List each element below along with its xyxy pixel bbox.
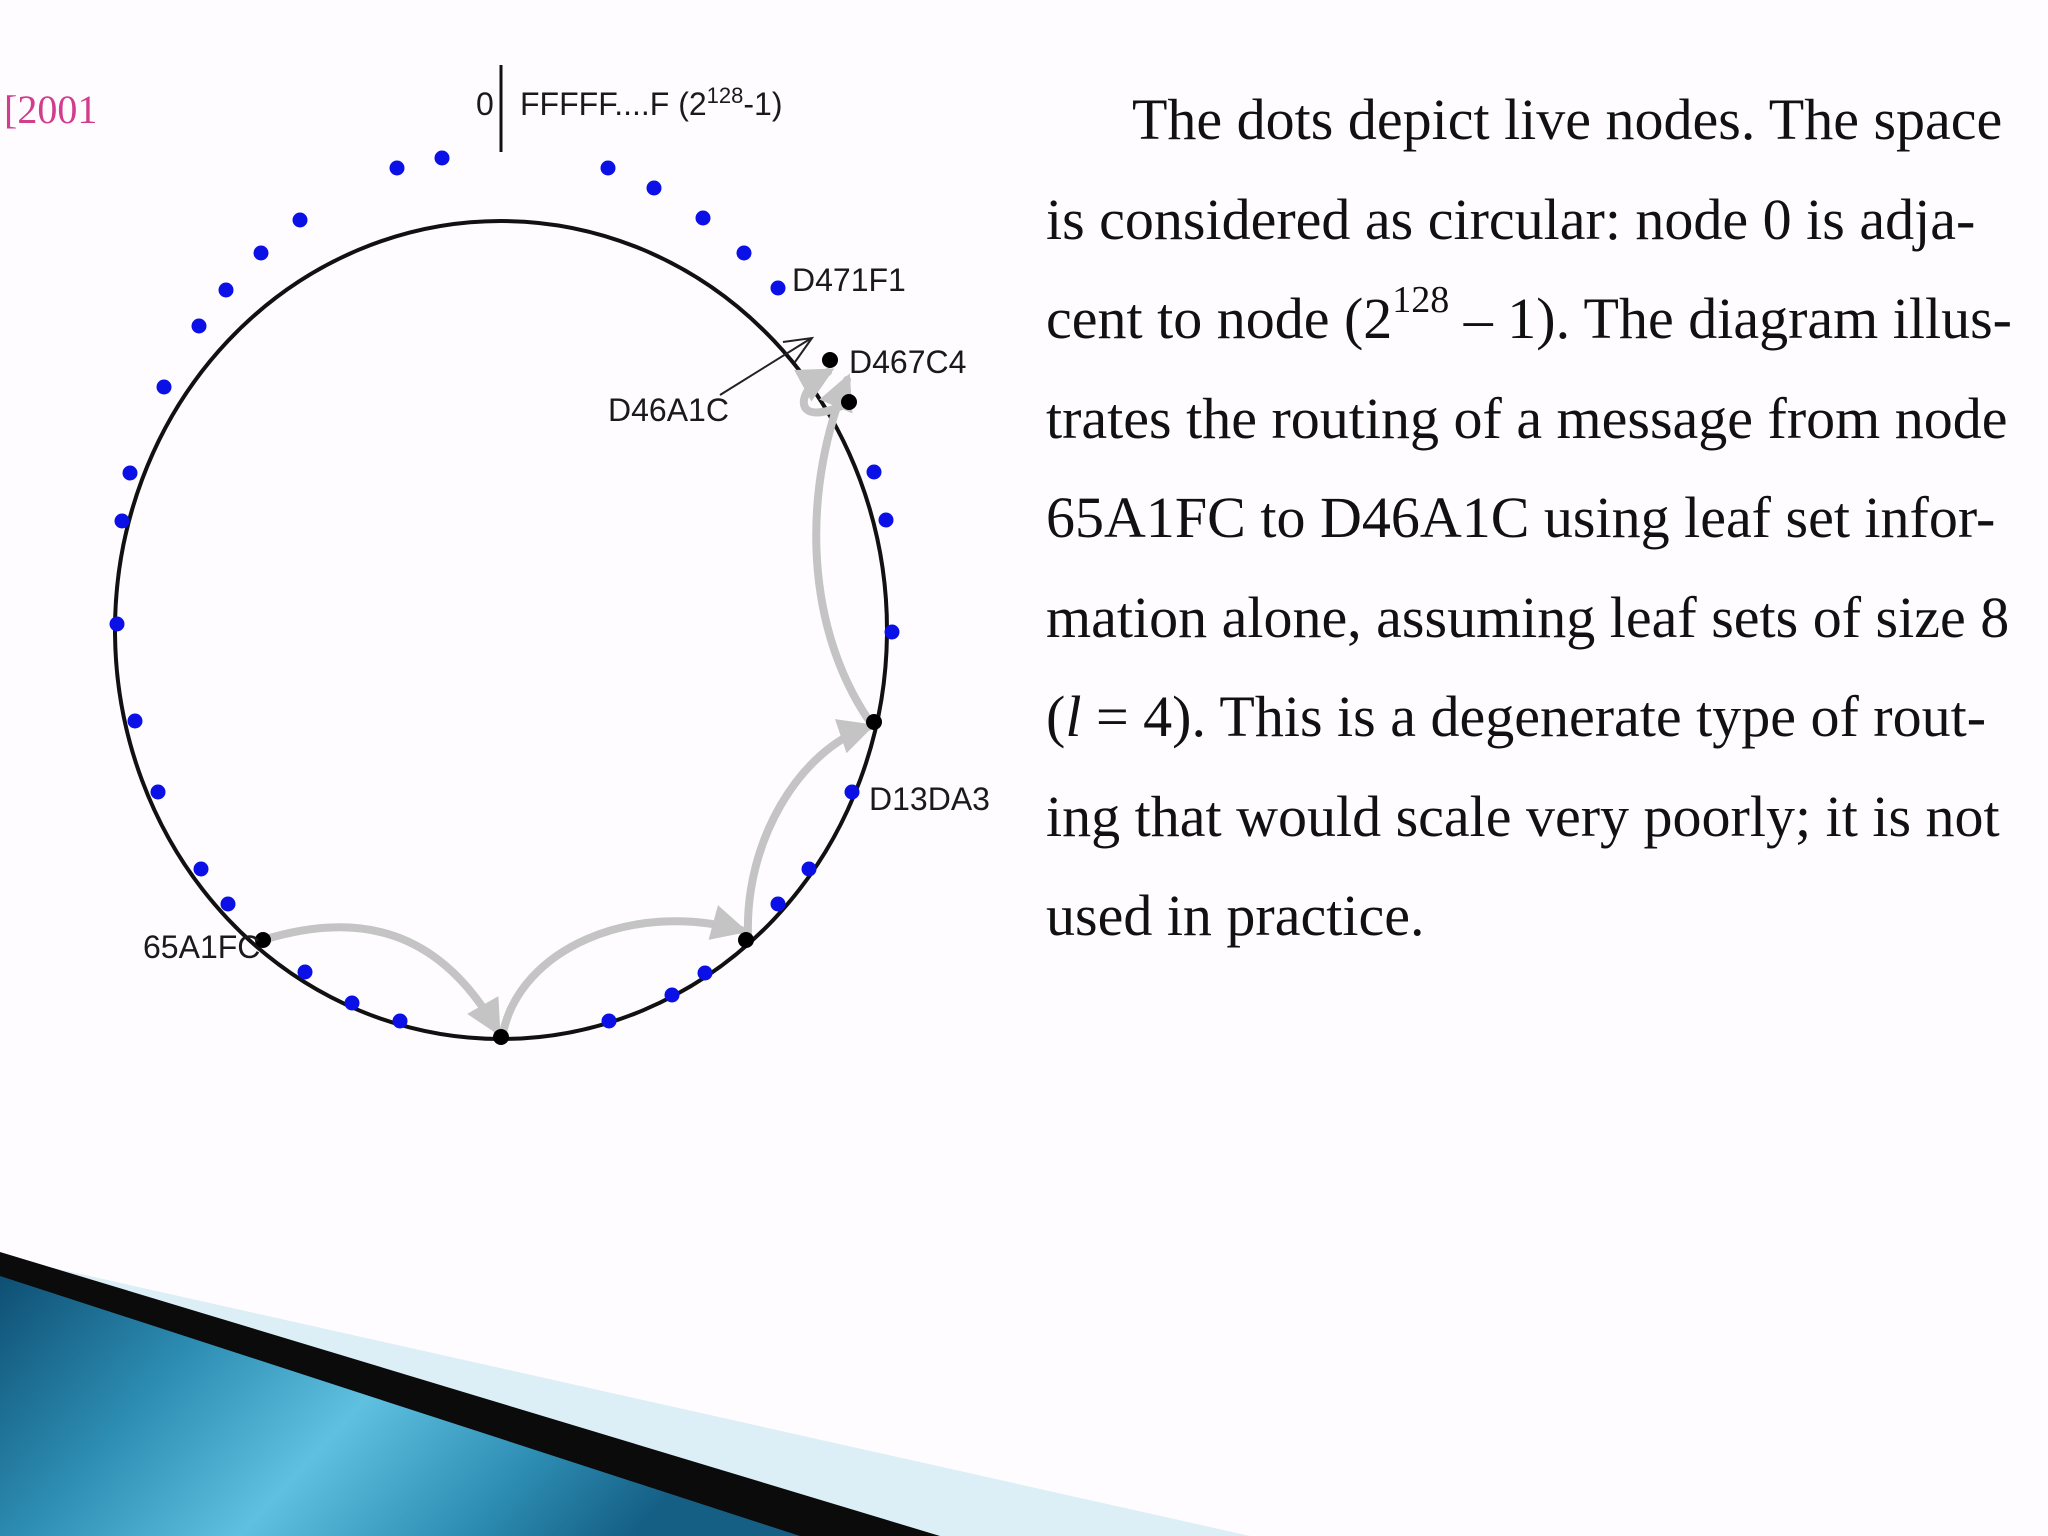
blue-swoosh [0, 1276, 800, 1536]
live-node [221, 897, 236, 912]
label-d46a1c: D46A1C [608, 392, 729, 428]
live-node [601, 161, 616, 176]
live-node [879, 513, 894, 528]
label-d467c4: D467C4 [849, 344, 967, 380]
live-node [123, 466, 138, 481]
live-node [393, 1014, 408, 1029]
live-node [665, 988, 680, 1003]
live-node [219, 283, 234, 298]
caption-line: 65A1FC to D46A1C using leaf set infor- [1046, 485, 1996, 550]
live-node [867, 465, 882, 480]
live-node [151, 785, 166, 800]
live-node [115, 514, 130, 529]
caption-line: (l = 4). This is a degenerate type of rout- [1046, 684, 1987, 749]
live-node [110, 617, 125, 632]
live-node [192, 319, 207, 334]
live-node [128, 714, 143, 729]
citation-fragment: [2001 [4, 87, 98, 132]
node-d46a1c-dot [822, 352, 838, 368]
top-label-zero: 0 [476, 86, 494, 122]
caption-line: is considered as circular: node 0 is adja- [1046, 186, 1976, 252]
live-node [771, 281, 786, 296]
label-d13da3: D13DA3 [869, 781, 990, 817]
route-hop-3 [748, 727, 868, 935]
live-node [771, 897, 786, 912]
label-65a1fc: 65A1FC [143, 929, 261, 965]
live-node [390, 161, 405, 176]
id-space-ring [115, 221, 887, 1039]
live-node [696, 211, 711, 226]
caption-line: used in practice. [1046, 883, 1425, 948]
live-node [698, 966, 713, 981]
route-node-lower-right-dot [738, 932, 754, 948]
route-hop-4 [816, 380, 870, 722]
live-node [157, 380, 172, 395]
caption-line: ing that would scale very poorly; it is not [1046, 783, 2000, 849]
live-node [845, 785, 860, 800]
pastry-ring-diagram [0, 0, 1000, 1100]
live-nodes [110, 151, 900, 1029]
live-node [737, 246, 752, 261]
routing-path [263, 372, 870, 1033]
live-node [298, 965, 313, 980]
caption-line: mation alone, assuming leaf sets of size 8 [1046, 584, 2010, 650]
label-d471f1: D471F1 [792, 262, 906, 298]
caption-line: trates the routing of a message from node [1046, 385, 2008, 451]
caption-line: The dots depict live nodes. The space [1132, 87, 2003, 152]
route-nodes [255, 352, 882, 1045]
live-node [254, 246, 269, 261]
live-node [647, 181, 662, 196]
node-d467c4-dot [841, 394, 857, 410]
live-node [293, 213, 308, 228]
live-node [602, 1014, 617, 1029]
route-node-bottom-dot [493, 1029, 509, 1045]
caption-paragraph [1046, 70, 2041, 966]
top-label-max: FFFFF....F $(2^{128}-1)$ [520, 83, 783, 122]
live-node [435, 151, 450, 166]
caption-line: cent to node $(2^{128} - 1)$. The diagram illus- [1046, 279, 2012, 351]
route-node-right-dot [866, 714, 882, 730]
live-node [885, 625, 900, 640]
slide-decoration [0, 1240, 2048, 1536]
live-node [802, 862, 817, 877]
live-node [194, 862, 209, 877]
live-node [345, 996, 360, 1011]
